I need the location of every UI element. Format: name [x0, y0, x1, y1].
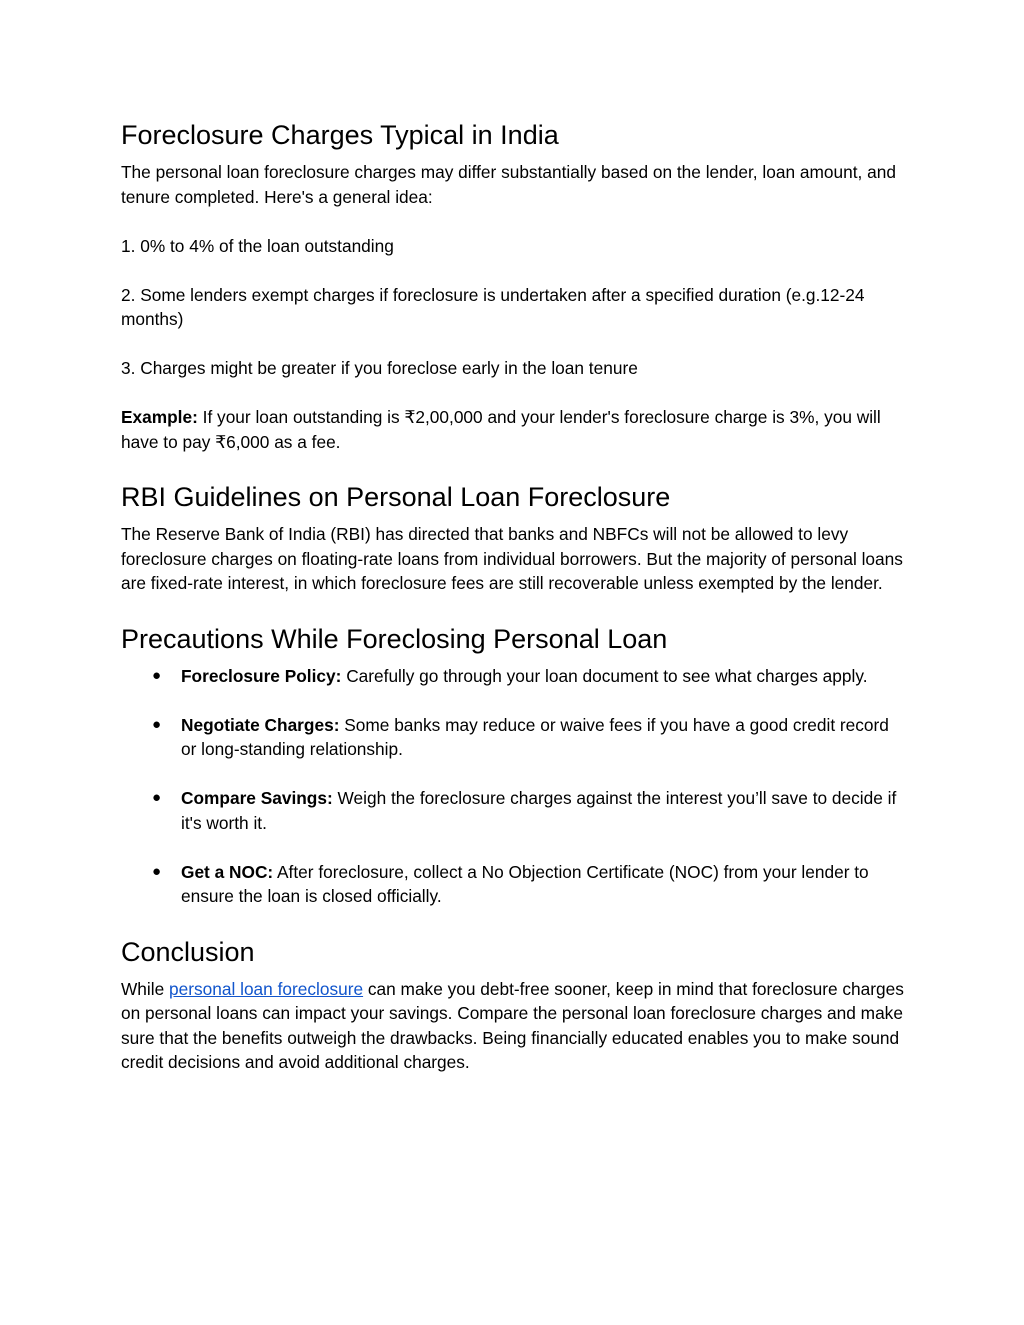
- rbi-guidelines-body: The Reserve Bank of India (RBI) has directed that banks and NBFCs will not be allowed to levy foreclosure charges on floating-rate loans from individual borrowers. But the majority of personal loans are fixed-rate interest, in which foreclosure fees are still recoverable unless exempted by the lender.: [121, 524, 903, 593]
- precaution-label: Compare Savings:: [181, 788, 333, 808]
- bullet-icon: ●: [152, 715, 162, 733]
- precaution-label: Negotiate Charges:: [181, 714, 340, 735]
- precautions-list: [121, 664, 906, 909]
- document-page: [121, 118, 906, 1075]
- precaution-text: Carefully go through your loan document to see what charges apply.: [341, 665, 868, 686]
- example-paragraph: [121, 405, 906, 454]
- heading-foreclosure-charges: Foreclosure Charges Typical in India: [121, 120, 559, 150]
- precaution-item-compare-savings: [121, 786, 906, 835]
- precaution-item-negotiate-charges: [121, 713, 906, 762]
- personal-loan-foreclosure-link[interactable]: personal loan foreclosure: [169, 978, 364, 999]
- heading-rbi-guidelines: RBI Guidelines on Personal Loan Foreclosure: [121, 482, 671, 512]
- precaution-label: Foreclosure Policy:: [181, 665, 342, 686]
- charges-item-3: 3. Charges might be greater if you foreclose early in the loan tenure: [121, 358, 638, 378]
- conclusion-lead: While: [121, 978, 170, 999]
- precaution-label: Get a NOC:: [181, 861, 274, 882]
- charges-item-2: 2. Some lenders exempt charges if foreclosure is undertaken after a specified duration (e.g.12-24 months): [121, 284, 865, 329]
- foreclosure-charges-intro: The personal loan foreclosure charges may differ substantially based on the lender, loan amount, and tenure completed. Here's a general idea:: [121, 162, 896, 207]
- precaution-item-get-noc: [121, 860, 906, 909]
- precaution-text: Some banks may reduce or waive fees if you have a good credit record or long-standing relationship.: [181, 714, 889, 759]
- bullet-icon: ●: [152, 666, 162, 684]
- charges-item-1: 1. 0% to 4% of the loan outstanding: [121, 235, 394, 256]
- heading-precautions: Precautions While Foreclosing Personal Loan: [121, 623, 668, 654]
- example-text: If your loan outstanding is ₹2,00,000 and your lender's foreclosure charge is 3%, you will have to pay ₹6,000 as a fee.: [121, 407, 881, 452]
- conclusion-text: can make you debt-free sooner, keep in mind that foreclosure charges on personal loans can impact your savings. Compare the personal loan foreclosure charges and make sure that the benefits outweigh the drawbacks. Being financially educated enables you to make sound credit decisions and avoid additional charges.: [121, 978, 904, 1072]
- conclusion-body: [121, 977, 906, 1075]
- precaution-text: After foreclosure, collect a No Objection Certificate (NOC) from your lender to ensure the loan is closed officially.: [181, 861, 869, 906]
- heading-conclusion: Conclusion: [121, 936, 255, 967]
- example-label: Example:: [121, 407, 198, 427]
- precaution-text: Weigh the foreclosure charges against the interest you’ll save to decide if it's worth it.: [181, 788, 897, 833]
- bullet-icon: ●: [152, 862, 162, 880]
- bullet-icon: ●: [152, 789, 162, 806]
- precaution-item-foreclosure-policy: [121, 664, 906, 689]
